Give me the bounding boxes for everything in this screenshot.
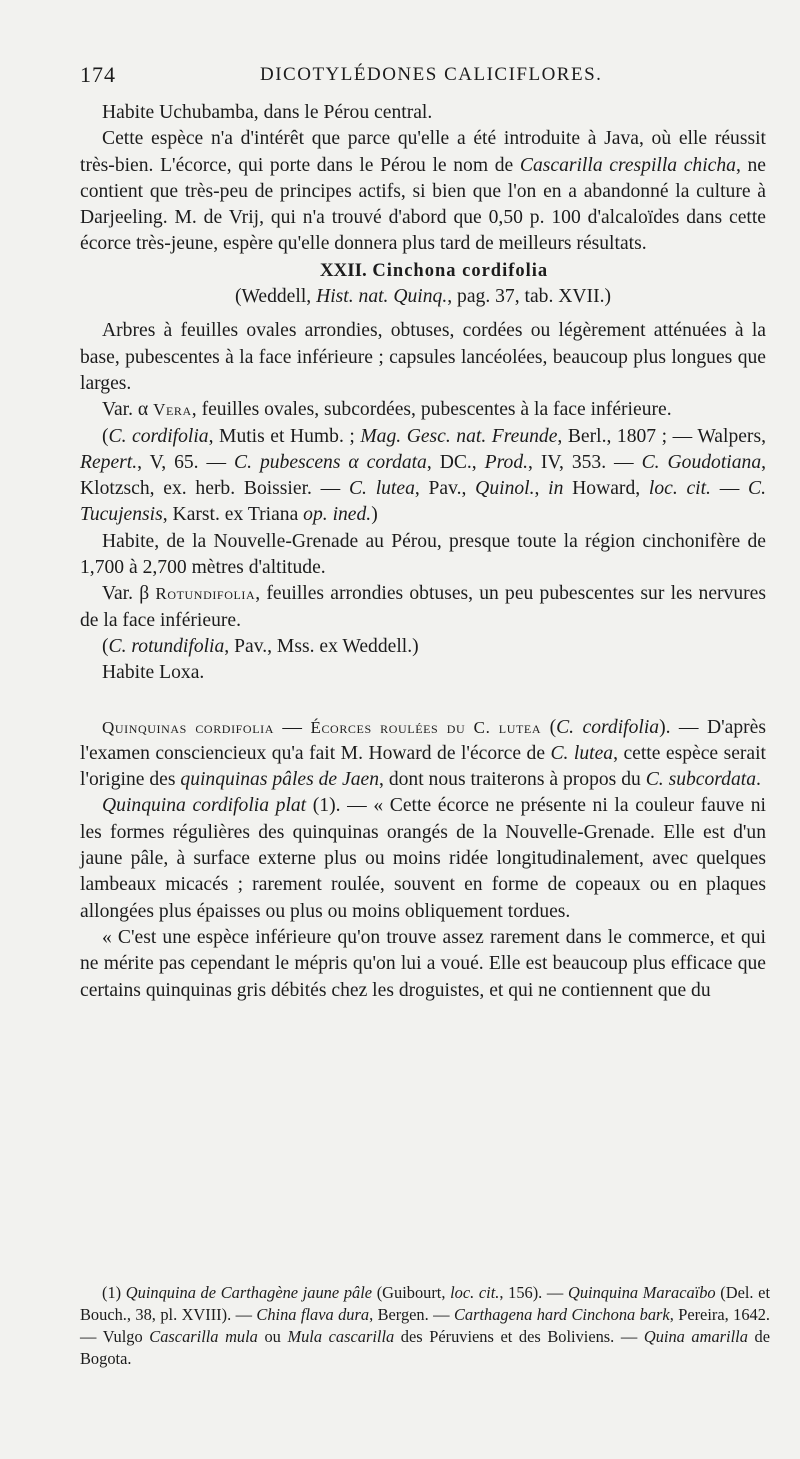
habitat-paragraph: Habite, de la Nouvelle-Grenade au Pérou, presque toute la région cinchonifère de 1,700 à 2,700 mètres d'altitude. xyxy=(80,530,766,579)
bark-paragraph: Quinquinas cordifolia — Écorces roulées du C. lutea (C. cordifolia). — D'après l'examen consciencieux qu'a fait M. Howard de l'écorce de C. lutea, cette espèce serait l'origine des quinquinas pâles de Jaen, dont nous traiterons à propos du C. subcordata. xyxy=(80,716,766,791)
habitat-paragraph: Habite Loxa. xyxy=(102,662,205,684)
paragraph: Cette espèce n'a d'intérêt que parce qu'elle a été introduite à Java, où elle réussit très-bien. L'écorce, qui porte dans le Pérou le nom de Cascarilla crespilla chicha, ne contient que très-peu de principes actifs, si bien que l'on en a abandonné la culture à Darjeeling. M. de Vrij, qui n'a trouvé d'abord que 0,50 p. 100 d'alcaloïdes dans cette écorce très-jeune, espère qu'elle donnera plus tard de meilleurs résultats. xyxy=(80,128,766,255)
running-title: DICOTYLÉDONES CALICIFLORES. xyxy=(260,64,603,85)
quote-paragraph: Quinquina cordifolia plat (1). — « Cette écorce ne présente ni la couleur fauve ni les formes régulières des quinquinas orangés de la Nouvelle-Grenade. Elle est d'un jaune pâle, à surface externe plus ou moins ridée longitudinalement, avec quelques lambeaux micacés ; rarement roulée, souvent en forme de copeaux ou en plaques allongées plus épaisses ou plus ou moins obliquement tordues. xyxy=(80,795,766,922)
quote-paragraph: « C'est une espèce inférieure qu'on trouve assez rarement dans le commerce, et qui ne mérite pas cependant le mépris qu'on lui a voué. Elle est beaucoup plus efficace que certains quinquinas gris débités chez les droguistes, et qui ne contiennent que du xyxy=(80,926,766,1001)
section-heading xyxy=(80,258,766,284)
variety-beta: Var. β Rotundifolia, feuilles arrondies obtuses, un peu pubescentes sur les nervures de la face inférieure. xyxy=(80,583,766,631)
footnote-text: (1) Quinquina de Carthagène jaune pâle (Guibourt, loc. cit., 156). — Quinquina Maracaïbo (Del. et Bouch., 38, pl. XVIII). — China flava dura, Bergen. — Carthagena hard Cinchona bark, Pereira, 1642. — Vulgo Cascarilla mula ou Mula cascarilla des Péruviens et des Boliviens. — Quina amarilla de Bogota. xyxy=(80,1283,771,1368)
synonymy-beta: (C. rotundifolia, Pav., Mss. ex Weddell.) xyxy=(102,635,419,657)
page-number: 174 xyxy=(80,62,116,87)
description-paragraph: Arbres à feuilles ovales arrondies, obtuses, cordées ou légèrement atténuées à la base, pubescentes à la face inférieure ; capsules lancéolées, beaucoup plus longues que larges. xyxy=(80,320,766,394)
paragraph: Habite Uchubamba, dans le Pérou central. xyxy=(102,102,433,123)
page-header xyxy=(80,62,770,96)
section-title-text: Cinchona cordifolia xyxy=(372,260,549,281)
footnote xyxy=(80,1282,770,1370)
body-text xyxy=(80,100,766,1004)
section-number: XXII. xyxy=(319,259,367,281)
variety-alpha: Var. α Vera, feuilles ovales, subcordées, pubescentes à la face inférieure. xyxy=(102,399,672,421)
reference-line: (Weddell, Hist. nat. Quinq., pag. 37, tab. XVII.) xyxy=(234,286,612,308)
synonymy-alpha: (C. cordifolia, Mutis et Humb. ; Mag. Gesc. nat. Freunde, Berl., 1807 ; — Walpers, Repert., V, 65. — C. pubescens α cordata, DC., Prod., IV, 353. — C. Goudotiana, Klotzsch, ex. herb. Boissier. — C. lutea, Pav., Quinol., in Howard, loc. cit. — C. Tucujensis, Karst. ex Triana op. ined.) xyxy=(80,425,767,526)
spacer xyxy=(80,687,766,715)
